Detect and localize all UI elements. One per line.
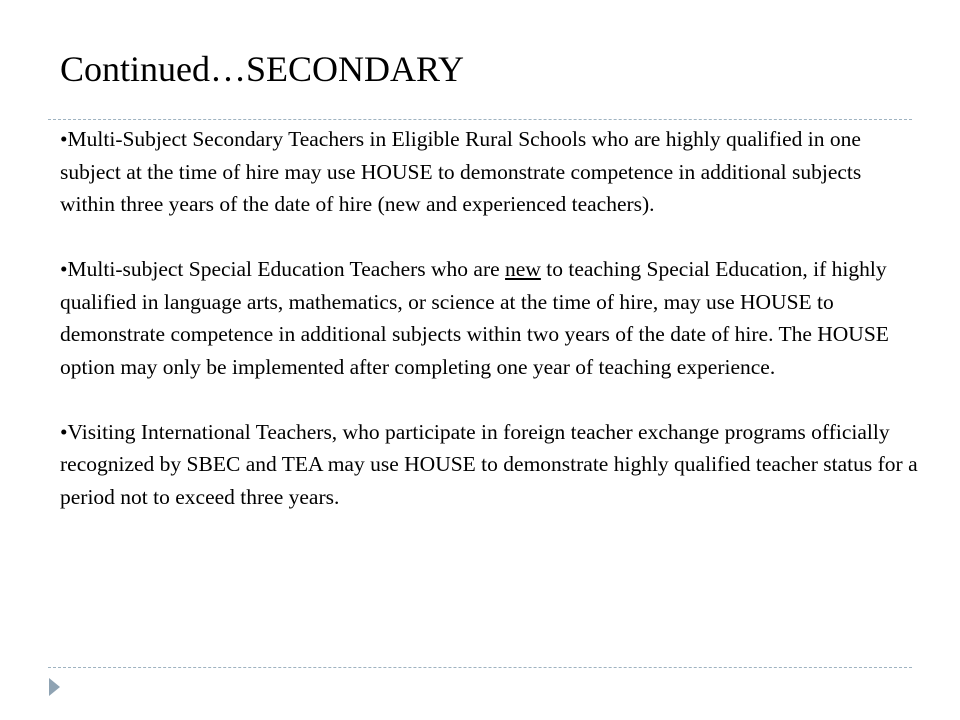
bullet-item-special-education-start: •Multi-subject Special Education Teachers who are: [60, 257, 506, 281]
triangle-right-icon: [49, 678, 60, 696]
bullet-item-international-teachers: •Visiting International Teachers, who participate in foreign teacher exchange programs officially recognized by SBEC and TEA may use HOUSE to demonstrate highly qualified teacher status for a period not to exceed three years.: [60, 419, 918, 509]
top-divider: [48, 119, 912, 120]
slide-title: Continued…SECONDARY: [60, 49, 465, 89]
emphasis-new-word: new: [505, 257, 541, 281]
bullet-list: [60, 123, 920, 513]
bullet-item-special-education: [60, 253, 920, 383]
bullet-item-rural-schools: •Multi-Subject Secondary Teachers in Eligible Rural Schools who are highly qualified in one subject at the time of hire may use HOUSE to demonstrate competence in additional subjects within three years of the date of hire (new and experienced teachers).: [60, 127, 862, 216]
bullet-item-special-education-end: to teaching Special Education, if highly qualified in language arts, mathematics, or science at the time of hire, may use HOUSE to demonstrate competence in additional subjects within two years of the date of hire. The HOUSE option may only be implemented after completing one year of teaching experience.: [60, 257, 889, 379]
bottom-divider: [48, 667, 912, 668]
